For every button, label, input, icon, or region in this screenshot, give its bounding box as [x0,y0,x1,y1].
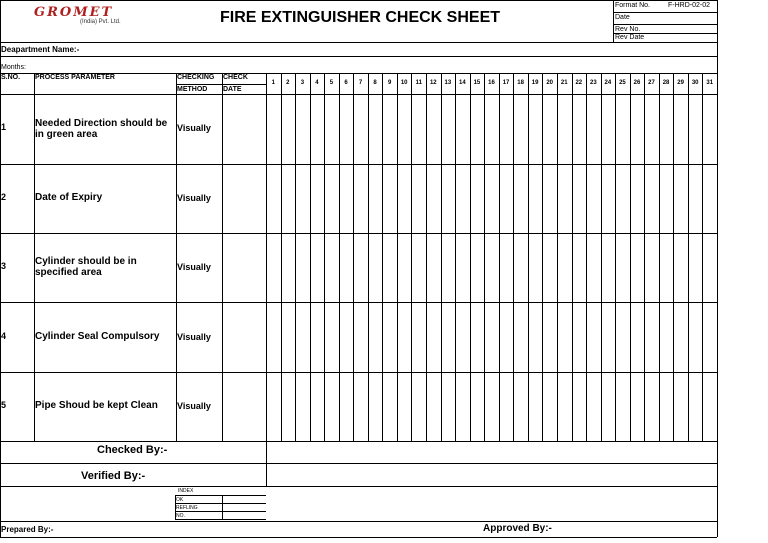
row-5-method: Visually [177,401,211,411]
day-column-header: 8 [373,80,377,86]
row-4-method: Visually [177,332,211,342]
day-column-header: 23 [589,80,597,86]
index-title: INDEX [178,488,194,494]
day-column-header: 20 [546,80,554,86]
row-5-parameter: Pipe Shoud be kept Clean [35,400,158,411]
row-2-method: Visually [177,193,211,203]
prepared-by-label: Prepared By:- [1,525,54,534]
months-label: Months: [1,64,26,71]
row-3-number: 3 [1,261,7,271]
header-method: METHOD [177,86,208,93]
day-column-header: 22 [575,80,583,86]
approved-by-label: Approved By:- [483,523,552,534]
day-column-header: 26 [633,80,641,86]
index-no: NO. [176,513,185,519]
day-column-header: 11 [415,80,422,86]
day-column-header: 9 [387,80,392,86]
day-column-header: 21 [560,80,568,86]
row-4-number: 4 [1,331,7,341]
row-1-parameter: Needed Direction should be in green area [35,118,168,140]
row-3-method: Visually [177,262,211,272]
row-4-parameter: Cylinder Seal Compulsory [35,331,160,342]
day-column-header: 13 [444,80,452,86]
sheet-title: FIRE EXTINGUISHER CHECK SHEET [219,9,501,26]
header-sno: S.NO. [1,74,21,81]
date-label: Date [615,14,630,21]
header-checking: CHECKING [177,74,215,81]
day-column-header: 7 [358,80,363,86]
day-column-header: 18 [517,80,524,86]
rev-date-label: Rev Date [615,34,645,41]
day-column-header: 5 [329,80,334,86]
row-2-number: 2 [1,192,7,202]
day-column-header: 30 [691,80,699,86]
department-label: Deapartment Name:- [1,45,80,54]
day-column-header: 2 [286,80,290,86]
day-column-header: 3 [300,80,305,86]
day-column-header: 29 [677,80,684,86]
row-1-number: 1 [1,122,7,132]
verified-by-label: Verified By:- [81,470,146,482]
day-column-header: 6 [344,80,348,86]
day-column-header: 28 [662,80,670,86]
rev-no-label: Rev No. [615,26,641,33]
header-process-parameter: PROCESS PARAMETER [35,74,115,81]
row-1-method: Visually [177,123,211,133]
day-column-header: 17 [502,80,510,86]
company-logo [28,5,168,31]
day-column-header: 16 [488,80,495,86]
day-column-header: 24 [604,80,612,86]
index-ok: OK [176,497,184,503]
day-column-header: 31 [706,80,714,86]
day-column-header: 14 [459,80,466,86]
row-3-parameter: Cylinder should be in specified area [35,256,137,278]
format-no-value: F-HRD-02-02 [668,2,711,9]
logo-subtext: (India) Pvt. Ltd. [80,19,121,25]
header-check: CHECK [223,74,248,81]
row-5-number: 5 [1,400,7,410]
day-column-header: 19 [531,80,539,86]
checked-by-label: Checked By:- [97,444,168,456]
day-column-header: 12 [429,80,437,86]
day-column-header: 25 [619,80,626,86]
format-no-label: Format No. [615,2,651,9]
header-date: DATE [223,86,242,93]
day-column-header: 27 [648,80,655,86]
day-column-header: 4 [315,80,319,86]
day-column-header: 10 [400,80,408,86]
index-refling: REFLING [176,505,198,511]
logo-text: GROMET [34,5,114,20]
day-column-header: 15 [473,80,481,86]
day-column-header: 1 [271,80,275,86]
row-2-parameter: Date of Expiry [35,192,103,203]
